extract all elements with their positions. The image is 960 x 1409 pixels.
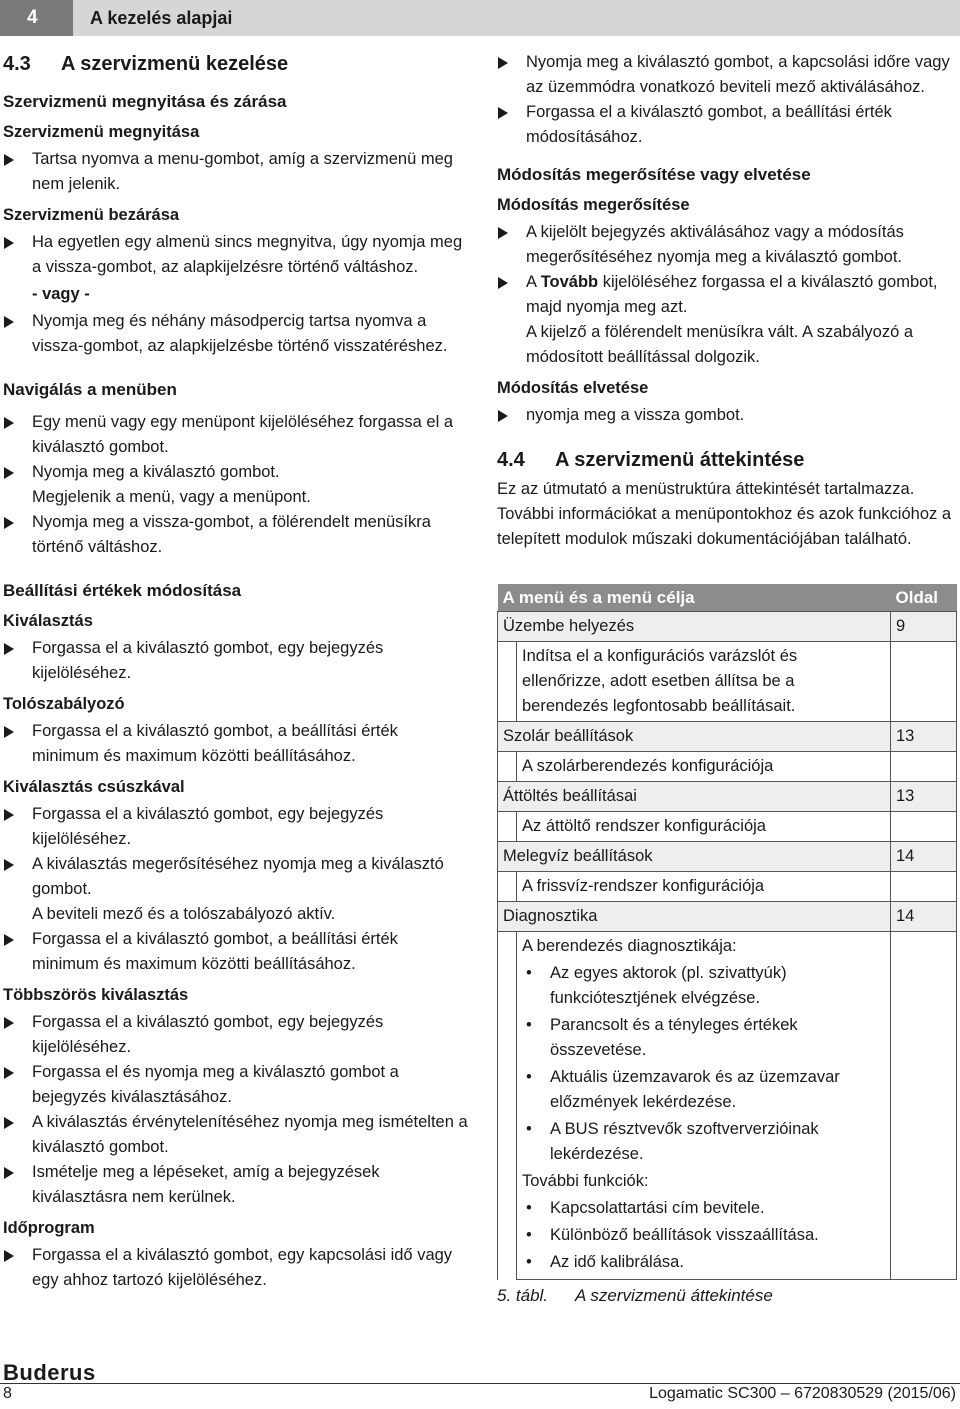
table-row	[498, 612, 957, 642]
buderus-logo: Buderus	[3, 1360, 96, 1385]
table-header-page: Oldal	[891, 584, 957, 612]
table-row-desc	[498, 642, 957, 722]
step-confirm-1: A kijelölt bejegyzés aktiválásához vagy a módosítás megerősítéséhez nyomja meg a kiválasztó gombot.	[497, 220, 957, 270]
step-multi-1: Forgassa el a kiválasztó gombot, egy bejegyzés kijelöléséhez.	[3, 1010, 468, 1060]
step-discard: nyomja meg a vissza gombot.	[497, 403, 957, 428]
diag-desc: A berendezés diagnosztikája:	[522, 937, 737, 955]
confirm-discard-heading: Módosítás megerősítése vagy elvetése	[497, 165, 811, 184]
chapter-title: A kezelés alapjai	[73, 0, 960, 36]
close-heading: Szervizmenü bezárása	[3, 206, 180, 224]
step-multi-2: Forgassa el és nyomja meg a kiválasztó gombot a bejegyzés kiválasztásához.	[3, 1060, 468, 1110]
list-item: • Az idő kalibrálása.	[522, 1250, 885, 1275]
menu-page: 13	[891, 782, 957, 812]
step-nav-2-result: Megjelenik a menü, vagy a menüpont.	[32, 488, 311, 506]
step-selection: Forgassa el a kiválasztó gombot, egy bejegyzés kijelöléséhez.	[3, 636, 468, 686]
menu-desc: A szolárberendezés konfigurációja	[517, 752, 891, 782]
open-heading: Szervizmenü megnyitása	[3, 123, 200, 141]
table-row	[498, 782, 957, 812]
open-close-heading: Szervizmenü megnyitása és zárása	[3, 92, 287, 111]
selection-heading: Kiválasztás	[3, 612, 93, 630]
step-nav-2: Nyomja meg a kiválasztó gombot.	[3, 460, 468, 485]
diag-desc-2: További funkciók:	[522, 1172, 649, 1190]
step-selslider-1: Forgassa el a kiválasztó gombot, egy bejegyzés kijelöléséhez.	[3, 802, 468, 852]
table-row	[498, 902, 957, 932]
menu-name: Diagnosztika	[498, 902, 891, 932]
section-heading-4-4	[497, 448, 957, 473]
table-row	[498, 722, 957, 752]
confirm-step2-post: kijelöléséhez forgassa el a kiválasztó gombot, majd nyomja meg azt.	[526, 273, 938, 316]
step-nav-3: Nyomja meg a vissza-gombot, a fölérendelt menüsíkra történő váltáshoz.	[3, 510, 468, 560]
step-selslider-3: Forgassa el a kiválasztó gombot, a beállítási érték minimum és maximum közötti beállításához.	[3, 927, 468, 977]
section-number: 4.4	[497, 449, 525, 471]
chapter-number: 4	[0, 0, 73, 36]
menu-desc: Indítsa el a konfigurációs varázslót és ellenőrizze, adott esetben állítsa be a berendezés legfontosabb beállításait.	[517, 642, 891, 722]
menu-desc	[517, 932, 891, 1280]
menu-page: 9	[891, 612, 957, 642]
or-separator: - vagy -	[32, 285, 90, 303]
menu-desc: Az áttöltő rendszer konfigurációja	[517, 812, 891, 842]
confirm-heading: Módosítás megerősítése	[497, 196, 690, 214]
intro-paragraph: Ez az útmutató a menüstruktúra áttekintését tartalmazza. További információkat a menüpontokhoz és azok funkcióhoz a telepített modulok műszaki dokumentációjában található.	[497, 480, 952, 548]
nav-heading: Navigálás a menüben	[3, 380, 177, 399]
step-timeprog-2: Nyomja meg a kiválasztó gombot, a kapcsolási időre vagy az üzemmódra vonatkozó beviteli mező aktiválásához.	[497, 50, 957, 100]
list-item: • Aktuális üzemzavarok és az üzemzavar előzmények lekérdezése.	[522, 1065, 885, 1115]
table-row	[498, 842, 957, 872]
page-header	[0, 0, 960, 36]
right-column	[497, 50, 957, 552]
step-nav-1: Egy menü vagy egy menüpont kijelöléséhez forgassa el a kiválasztó gombot.	[3, 410, 468, 460]
section-title: A szervizmenü áttekintése	[555, 449, 805, 471]
caption-number: 5. tábl.	[497, 1286, 549, 1305]
list-item: • Különböző beállítások visszaállítása.	[522, 1223, 885, 1248]
menu-name: Áttöltés beállításai	[498, 782, 891, 812]
list-item: • Kapcsolattartási cím bevitele.	[522, 1196, 885, 1221]
list-item: • Parancsolt és a tényleges értékek összevetése.	[522, 1013, 885, 1063]
diag-bullet-list	[522, 961, 885, 1167]
step-selslider-2-result: A beviteli mező és a tolószabályozó aktív.	[32, 905, 336, 923]
table-row-desc	[498, 932, 957, 1280]
step-slider: Forgassa el a kiválasztó gombot, a beállítási érték minimum és maximum közötti beállításához.	[3, 719, 468, 769]
step-confirm-2-result: A kijelző a fölérendelt menüsíkra vált. A szabályozó a módosított beállítással dolgozik.	[526, 323, 914, 366]
settings-heading: Beállítási értékek módosítása	[3, 581, 242, 600]
menu-name: Üzembe helyezés	[498, 612, 891, 642]
step-timeprog-1: Forgassa el a kiválasztó gombot, egy kapcsolási idő vagy egy ahhoz tartozó kijelöléséhez.	[3, 1243, 468, 1293]
page-number: 8	[3, 1385, 12, 1402]
step-multi-4: Ismételje meg a lépéseket, amíg a bejegyzések kiválasztásra nem kerülnek.	[3, 1160, 468, 1210]
list-item: • A BUS résztvevők szoftververzióinak lekérdezése.	[522, 1117, 885, 1167]
step-multi-3: A kiválasztás érvénytelenítéséhez nyomja meg ismételten a kiválasztó gombot.	[3, 1110, 468, 1160]
table-caption	[497, 1286, 773, 1306]
step-close-1: Ha egyetlen egy almenü sincs megnyitva, úgy nyomja meg a vissza-gombot, az alapkijelzésre történő váltáshoz.	[3, 230, 468, 280]
confirm-step2-pre: A	[526, 273, 541, 291]
timeprog-heading: Időprogram	[3, 1219, 95, 1237]
step-open: Tartsa nyomva a menu-gombot, amíg a szervizmenü meg nem jelenik.	[3, 147, 468, 197]
tovabb-label: Tovább	[540, 273, 599, 291]
document-reference: Logamatic SC300 – 6720830529 (2015/06)	[649, 1385, 956, 1402]
step-selslider-2: A kiválasztás megerősítéséhez nyomja meg a kiválasztó gombot.	[3, 852, 468, 902]
step-confirm-2	[497, 270, 957, 320]
multi-heading: Többszörös kiválasztás	[3, 986, 189, 1004]
step-timeprog-3: Forgassa el a kiválasztó gombot, a beállítási érték módosításához.	[497, 100, 957, 150]
step-close-2: Nyomja meg és néhány másodpercig tartsa nyomva a vissza-gombot, az alapkijelzésbe történő visszatéréshez.	[3, 309, 468, 359]
diag-bullet-list-2	[522, 1196, 885, 1275]
selslider-heading: Kiválasztás csúszkával	[3, 778, 185, 796]
menu-desc: A frissvíz-rendszer konfigurációja	[517, 872, 891, 902]
section-title: A szervizmenü kezelése	[61, 53, 289, 75]
discard-heading: Módosítás elvetése	[497, 379, 649, 397]
table-row-desc	[498, 872, 957, 902]
slider-heading: Tolószabályozó	[3, 695, 125, 713]
menu-name: Szolár beállítások	[498, 722, 891, 752]
footer-rule	[0, 1383, 960, 1384]
caption-text: A szervizmenü áttekintése	[575, 1286, 773, 1305]
menu-page: 14	[891, 902, 957, 932]
section-heading-4-3	[3, 52, 468, 77]
menu-page: 14	[891, 842, 957, 872]
left-column	[3, 50, 468, 1293]
table-row-desc	[498, 812, 957, 842]
service-menu-table	[497, 584, 957, 1280]
section-number: 4.3	[3, 53, 31, 75]
table-header-menu: A menü és a menü célja	[498, 584, 891, 612]
list-item: • Az egyes aktorok (pl. szivattyúk) funkciótesztjének elvégzése.	[522, 961, 885, 1011]
menu-name: Melegvíz beállítások	[498, 842, 891, 872]
table-row-desc	[498, 752, 957, 782]
menu-page: 13	[891, 722, 957, 752]
